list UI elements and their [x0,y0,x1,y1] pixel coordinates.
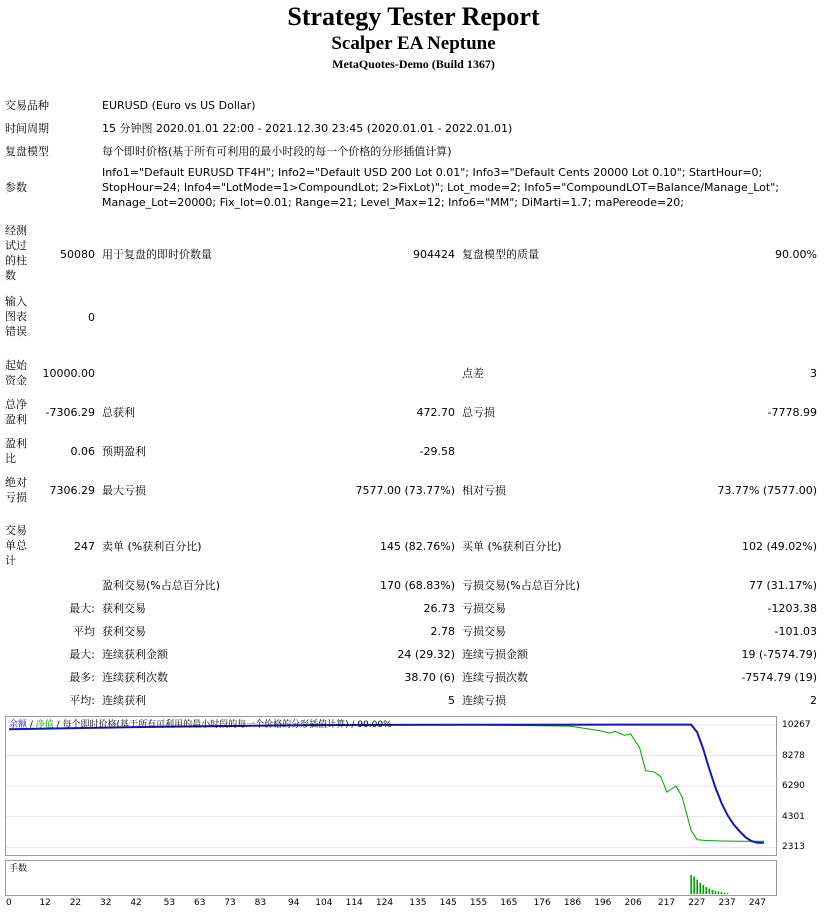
x-tick-label: 237 [718,898,736,908]
max-consec-profit-label: 连续获利次数 [102,671,168,684]
volume-chart [5,860,777,896]
max-consec-losses-label: 连续亏损金额 [462,648,528,661]
volume-bar [699,883,701,894]
rel-drawdown-label: 相对亏损 [462,484,506,497]
y-tick-label: 2313 [782,842,805,853]
gross-profit-value: 472.70 [416,406,455,419]
period-value: 15 分钟图 2020.01.01 22:00 - 2021.12.30 23:45 (2020.01.01 - 2022.01.01) [102,122,513,135]
most-prefix: 最多: [69,671,95,684]
loss-trades-label: 亏损交易(%占总百分比) [462,579,581,592]
x-tick-label: 63 [194,898,206,908]
quality-label: 复盘模型的质量 [462,248,539,261]
avg-consec-wins-value: 5 [448,694,455,707]
max-consec-wins-label: 连续获利金额 [102,648,168,661]
max-consecutive-prefix: 最大: [69,648,95,661]
avg-consec-losses-label: 连续亏损 [462,694,506,707]
max-consec-wins-value: 24 (29.32) [397,648,455,661]
y-tick-label: 4301 [782,811,805,822]
x-tick-label: 196 [594,898,612,908]
gross-loss-label: 总亏损 [462,406,495,419]
volume-bar [712,890,714,894]
volume-bar [702,885,704,894]
x-tick-label: 155 [469,898,488,908]
deposit-value: 10000.00 [42,367,95,380]
params-line-1: Info1="Default EURUSD TF4H"; Info2="Default USD 200 Lot 0.01"; Info3="Default Cents 20000 Lot 0.10"; StartHour=0; [102,166,763,179]
volume-bar [724,893,726,894]
symbol-value: EURUSD (Euro vs US Dollar) [102,99,256,112]
params-line-2: StopHour=24; Info4="LotMode=1>CompoundLot; 2>FixLot)"; Lot_mode=2; Info5="CompoundLOT=Balance/Manage_Lot"; [102,181,779,194]
volume-bar [693,876,695,894]
volume-bar [696,880,698,894]
abs-drawdown-label: 绝对亏损 [5,476,27,504]
x-tick-label: 176 [533,898,551,908]
deposit-label: 起始资金 [5,359,27,387]
x-tick-label: 0 [6,898,12,908]
total-trades-label: 交易单总计 [5,524,27,567]
chart-legend [9,718,392,730]
short-positions-value: 145 (82.76%) [379,540,455,553]
x-tick-label: 135 [409,898,427,908]
ticks-label: 用于复盘的即时价数量 [102,248,212,261]
short-positions-label: 卖单 (%获利百分比) [102,540,202,553]
spread-value: 3 [810,367,817,380]
gross-profit-label: 总获利 [102,406,135,419]
model-value: 每个即时价格(基于所有可利用的最小时段的每一个价格的分形插值计算) [102,145,452,158]
x-tick-label: 206 [624,898,642,908]
x-tick-label: 165 [500,898,518,908]
balance-chart [5,716,777,856]
volume-bar [706,887,708,894]
average-profit-label: 获利交易 [102,625,146,638]
period-label: 时间周期 [5,122,49,135]
avg-consec-wins-label: 连续获利 [102,694,146,707]
max-drawdown-value: 7577.00 (73.77%) [355,484,455,497]
max-consec-loss-label: 连续亏损次数 [462,671,528,684]
legend-equity: 净值 [35,720,54,730]
net-profit-value: -7306.29 [45,406,95,419]
params-label: 参数 [5,181,27,194]
max-consec-loss-value: -7574.79 (19) [741,671,817,684]
abs-drawdown-value: 7306.29 [49,484,95,497]
volume-bar [727,893,729,894]
bars-value: 50080 [60,248,95,261]
long-positions-value: 102 (49.02%) [741,540,817,553]
profit-factor-label: 盈利比 [5,437,27,465]
expected-payoff-value: -29.58 [419,445,455,458]
average-loss-value: -101.03 [774,625,817,638]
avg-consecutive-prefix: 平均: [69,694,95,707]
legend-model: / 每个即时价格(基于所有可利用的最小时段的每一个价格的分形插值计算) / 90.00% [53,720,392,730]
report-server: MetaQuotes-Demo (Build 1367) [332,57,495,71]
x-tick-label: 217 [657,898,676,908]
largest-profit-value: 26.73 [423,602,455,615]
volume-bar [690,875,692,894]
model-label: 复盘模型 [5,145,49,158]
volume-label: 手数 [9,864,28,874]
ticks-value: 904424 [413,248,455,261]
volume-bar [718,891,720,894]
x-tick-label: 42 [130,898,142,908]
volume-frame [6,861,777,896]
x-tick-label: 73 [224,898,236,908]
y-tick-label: 6290 [782,781,805,792]
profit-factor-value: 0.06 [70,445,95,458]
x-tick-label: 145 [439,898,457,908]
profit-trades-label: 盈利交易(%占总百分比) [102,579,221,592]
average-prefix: 平均 [73,625,95,638]
quality-value: 90.00% [775,248,817,261]
largest-loss-label: 亏损交易 [462,602,506,615]
volume-bar [709,889,711,894]
x-tick-label: 32 [100,898,112,908]
max-consec-profit-value: 38.70 (6) [404,671,455,684]
x-tick-label: 83 [254,898,267,908]
legend-balance: 余额 [9,720,28,730]
bars-label: 经测试过的柱数 [5,224,27,282]
x-tick-label: 186 [563,898,582,908]
largest-loss-value: -1203.38 [767,602,817,615]
symbol-label: 交易品种 [5,99,49,112]
long-positions-label: 买单 (%获利百分比) [462,540,562,553]
x-tick-label: 22 [69,898,82,908]
x-tick-label: 247 [748,898,767,908]
max-consec-losses-value: 19 (-7574.79) [741,648,817,661]
x-tick-label: 12 [39,898,51,908]
largest-prefix: 最大: [69,602,95,615]
x-tick-label: 114 [345,898,363,908]
rel-drawdown-value: 73.77% (7577.00) [717,484,817,497]
average-loss-label: 亏损交易 [462,625,506,638]
y-tick-label: 8278 [782,750,805,761]
largest-profit-label: 获利交易 [102,602,146,615]
average-profit-value: 2.78 [430,625,455,638]
legend-separator: / [27,720,36,730]
params-line-3: Manage_Lot=20000; Fix_lot=0.01; Range=21; Level_Max=12; Info6="MM"; DiMarti=1.7; maPereode=20; [102,196,684,209]
volume-bar [715,891,717,894]
report-title: Strategy Tester Report [287,2,540,31]
avg-consec-losses-value: 2 [810,694,817,707]
x-tick-label: 94 [287,898,300,908]
x-tick-label: 104 [315,898,333,908]
expected-payoff-label: 预期盈利 [102,445,146,458]
x-tick-label: 124 [375,898,394,908]
y-tick-label: 10267 [782,720,811,731]
net-profit-label: 总净盈利 [5,398,27,426]
max-drawdown-label: 最大亏损 [102,484,146,497]
loss-trades-value: 77 (31.17%) [748,579,817,592]
total-trades-value: 247 [74,540,95,553]
x-tick-label: 53 [163,898,176,908]
errors-value: 0 [88,311,95,324]
gross-loss-value: -7778.99 [767,406,817,419]
volume-bar [721,892,723,894]
spread-label: 点差 [462,367,484,380]
x-tick-label: 227 [688,898,706,908]
errors-label: 输入图表错误 [5,295,27,338]
profit-trades-value: 170 (68.83%) [379,579,455,592]
report-subtitle: Scalper EA Neptune [331,33,496,54]
